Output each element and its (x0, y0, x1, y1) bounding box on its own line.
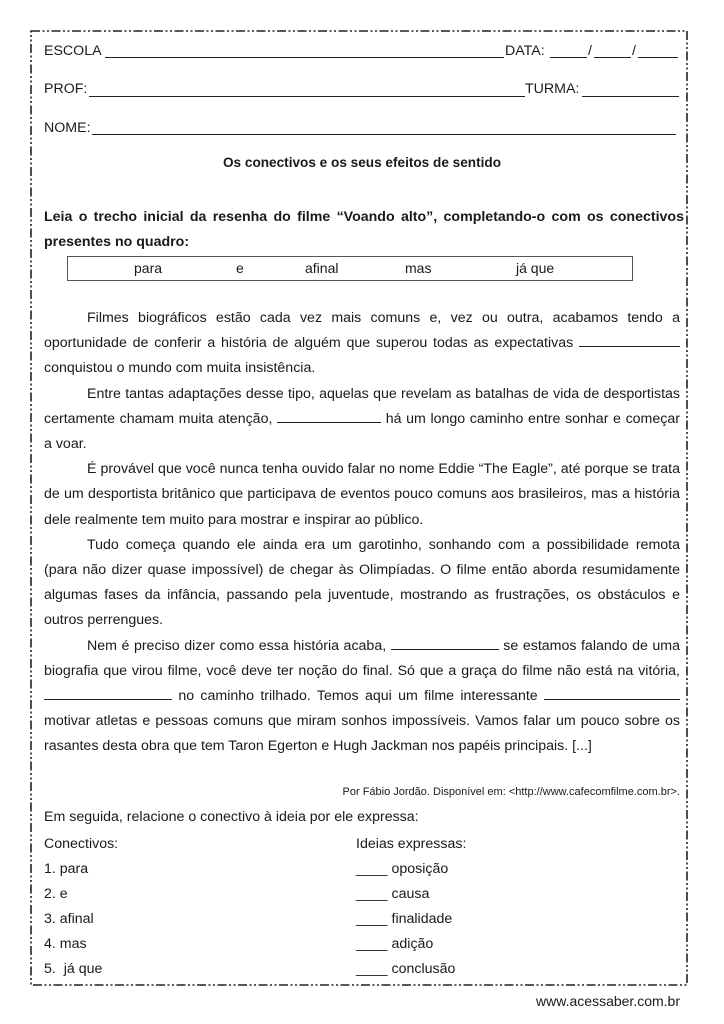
date-day-field[interactable] (550, 57, 587, 58)
date-separator: / (588, 43, 592, 59)
idea-answer-blank[interactable]: ____ (356, 886, 388, 902)
date-label: DATA: (505, 43, 545, 59)
connective-item: 4. mas (44, 936, 87, 952)
connectives-box (67, 256, 633, 281)
paragraph (44, 382, 680, 458)
paragraph (44, 306, 680, 382)
paragraph-text: Filmes biográficos estão cada vez mais comuns e, vez ou outra, acabamos tendo a oportunidade de conferir a história de alguém que superou todas as expectativas (44, 310, 680, 352)
date-year-field[interactable] (638, 57, 678, 58)
footer-website: www.acessaber.com.br (536, 993, 680, 1009)
date-month-field[interactable] (594, 57, 631, 58)
connective-item: 3. afinal (44, 911, 94, 927)
idea-label: causa (391, 886, 430, 902)
idea-label: adição (391, 936, 434, 952)
paragraph: Tudo começa quando ele ainda era um garotinho, sonhando com a possibilidade remota (para não dizer quase impossível) de chegar às Olimpíadas. O filme então aborda resumidamente algumas fases da infância, passando pela juventude, mostrando as frustrações, os obstáculos e outros perrengues. (44, 536, 680, 629)
question-2: Em seguida, relacione o conectivo à ideia por ele expressa: (44, 809, 419, 825)
teacher-label: PROF: (44, 81, 88, 97)
name-field[interactable] (92, 134, 676, 135)
idea-label: finalidade (391, 911, 453, 927)
ideas-heading: Ideias expressas: (356, 836, 467, 852)
class-label: TURMA: (525, 81, 580, 97)
connective-word: e (236, 260, 244, 276)
school-field[interactable] (105, 57, 504, 58)
paragraph-text: no caminho trilhado. Temos aqui um filme interessante (178, 688, 538, 705)
instruction: Leia o trecho inicial da resenha do filme “Voando alto”, completando-o com os conectivos presentes no quadro: (44, 209, 684, 250)
fill-blank-4[interactable] (44, 687, 172, 700)
paragraph-text: Entre tantas adaptações desse tipo, aquelas que revelam as batalhas de vida de desportistas certamente chamam muita atenção, (44, 385, 680, 427)
idea-item (356, 882, 466, 907)
paragraph-text: se estamos falando de uma biografia que virou filme, você deve ter noção do final. Só que a graça do filme não está na vitória, (44, 637, 681, 679)
paragraph-text: há um longo caminho entre sonhar e começar a voar. (44, 410, 680, 453)
idea-item (356, 857, 466, 882)
paragraph-text: motivar atletas e pessoas comuns que miram sonhos impossíveis. Vamos falar um pouco sobre os rasantes desta obra que tem Taron Egerton e Hugh Jackman nos papéis principais. [...] (44, 713, 680, 755)
connective-item: 2. e (44, 886, 68, 902)
paragraph (44, 634, 680, 760)
page-title: Os conectivos e os seus efeitos de sentido (222, 155, 501, 170)
idea-item (356, 907, 466, 932)
paragraph: É provável que você nunca tenha ouvido falar no nome Eddie “The Eagle”, até porque se trata de um desportista britânico que participava de eventos pouco comuns aos brasileiros, mas a história dele realmente tem muito para mostrar e inspirar ao público. (44, 461, 680, 528)
connective-word: mas (405, 260, 432, 276)
connective-item: 5. já que (44, 961, 103, 977)
idea-answer-blank[interactable]: ____ (356, 961, 388, 977)
idea-answer-blank[interactable]: ____ (356, 936, 388, 952)
connectives-column (44, 832, 118, 982)
connectives-heading: Conectivos: (44, 836, 119, 852)
source-citation: Por Fábio Jordão. Disponível em: <http://www.cafecomfilme.com.br>. (342, 786, 680, 798)
idea-label: oposição (391, 861, 449, 877)
fill-blank-5[interactable] (544, 687, 680, 700)
idea-answer-blank[interactable]: ____ (356, 861, 388, 877)
connective-word: já que (516, 260, 555, 276)
fill-blank-1[interactable] (579, 334, 680, 347)
class-field[interactable] (582, 96, 679, 97)
date-separator: / (632, 43, 636, 59)
idea-label: conclusão (391, 961, 456, 977)
idea-item (356, 957, 466, 982)
connective-item: 1. para (44, 861, 89, 877)
school-label: ESCOLA (44, 43, 102, 59)
idea-item (356, 932, 466, 957)
review-text (44, 306, 680, 760)
idea-answer-blank[interactable]: ____ (356, 911, 388, 927)
fill-blank-2[interactable] (277, 410, 381, 423)
ideas-column (356, 832, 466, 982)
connective-word: afinal (305, 260, 339, 276)
fill-blank-3[interactable] (391, 637, 499, 650)
name-label: NOME: (44, 120, 91, 136)
teacher-field[interactable] (89, 96, 525, 97)
paragraph-text: conquistou o mundo com muita insistência. (44, 360, 316, 377)
connective-word: para (134, 260, 163, 276)
paragraph-text: Nem é preciso dizer como essa história acaba, (87, 637, 387, 654)
